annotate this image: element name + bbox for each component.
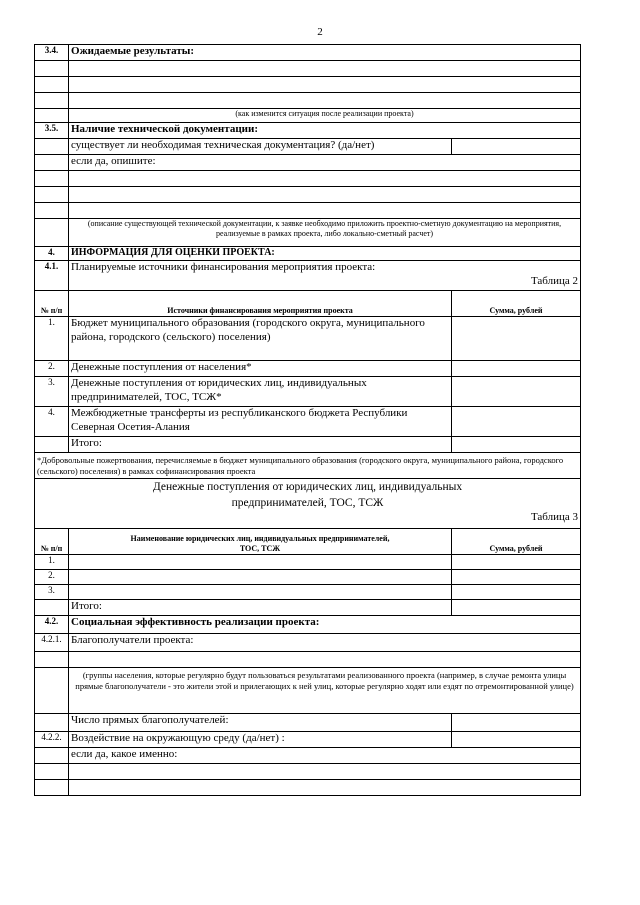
section-3-5-title: Наличие технической документации: (69, 123, 581, 139)
table-3-row-2-sum[interactable] (452, 570, 581, 585)
table-3-col-num: № п/п (35, 529, 69, 555)
answer-line[interactable] (69, 203, 581, 219)
environment-if-yes: если да, какое именно: (69, 748, 581, 764)
answer-line[interactable] (69, 61, 581, 77)
table-3-row-1-sum[interactable] (452, 555, 581, 570)
table-3-row-3-name[interactable] (69, 585, 452, 600)
answer-line[interactable] (69, 77, 581, 93)
table-2-col-num: № п/п (35, 291, 69, 317)
table-2-col-source: Источники финансирования мероприятия проекта (69, 291, 452, 317)
table-2-row-3-text: Денежные поступления от юридических лиц, индивидуальных предпринимателей, ТОС, ТСЖ* (69, 377, 452, 407)
table-3-row-1-name[interactable] (69, 555, 452, 570)
section-3-4-number: 3.4. (35, 45, 69, 61)
table-2-row-2-sum[interactable] (452, 361, 581, 377)
answer-line[interactable] (69, 187, 581, 203)
table-2-row-4-text: Межбюджетные трансферты из республиканского бюджета Республики Северная Осетия-Алания (69, 407, 452, 437)
table-2-total-label: Итого: (69, 437, 452, 453)
section-4-1-number: 4.1. (35, 261, 69, 291)
section-4-number: 4. (35, 247, 69, 261)
section-4-title: ИНФОРМАЦИЯ ДЛЯ ОЦЕНКИ ПРОЕКТА: (69, 247, 581, 261)
table-2-footnote: *Добровольные пожертвования, перечисляемые в бюджет муниципального образования (городского округа, муниципального района, городского (сельского) поселения) в рамках софинансирования проекта (35, 453, 581, 479)
documentation-answer-field[interactable] (452, 139, 581, 155)
answer-line[interactable] (69, 652, 581, 668)
section-4-2-1-number: 4.2.1. (35, 634, 69, 652)
table-3-col-sum: Сумма, рублей (452, 529, 581, 555)
table-2-row-2-text: Денежные поступления от населения* (69, 361, 452, 377)
table-2-col-sum: Сумма, рублей (452, 291, 581, 317)
documentation-question: существует ли необходимая техническая документация? (да/нет) (69, 139, 452, 155)
beneficiaries-label: Благополучатели проекта: (69, 634, 581, 652)
section-4-1-title: Планируемые источники финансирования мероприятия проекта: (71, 261, 376, 273)
table-3-heading: Денежные поступления от юридических лиц, индивидуальных предпринимателей, ТОС, ТСЖ (152, 481, 463, 509)
beneficiaries-note: (группы населения, которые регулярно будут пользоваться результатами реализованного проекта (например, в случае ремонта улицы прямые благополучатели - это жители этой и прилегающих к ней улиц, которые регулярно ходят или ездят по отремонтированной улице) (69, 668, 581, 714)
table-2-total-sum[interactable] (452, 437, 581, 453)
environment-impact-field[interactable] (452, 732, 581, 748)
table-2-row-1-num: 1. (35, 317, 69, 361)
table-2-row-4-sum[interactable] (452, 407, 581, 437)
section-3-5-note: (описание существующей технической документации, к заявке необходимо приложить проектно-сметную документацию на мероприятия, реализуемые в рамках проекта, либо локально-сметный расчет) (69, 219, 581, 247)
section-4-2-2-number: 4.2.2. (35, 732, 69, 748)
table-3-total-label: Итого: (69, 600, 452, 616)
table-2-row-1-sum[interactable] (452, 317, 581, 361)
section-4-2-title: Социальная эффективность реализации проекта: (69, 616, 581, 634)
table-3-row-3-sum[interactable] (452, 585, 581, 600)
documentation-if-yes: если да, опишите: (69, 155, 581, 171)
table-2-row-1-text: Бюджет муниципального образования (городского округа, муниципального района, городского (сельского) поселения) (69, 317, 452, 361)
table-3-row-3-num: 3. (35, 585, 69, 600)
table-2-row-3-sum[interactable] (452, 377, 581, 407)
direct-beneficiaries-field[interactable] (452, 714, 581, 732)
table-3-heading-cell (35, 479, 581, 529)
table-3-total-sum[interactable] (452, 600, 581, 616)
section-3-4-note: (как изменится ситуация после реализации проекта) (69, 109, 581, 123)
section-4-1-cell (69, 261, 581, 291)
table-3-row-1-num: 1. (35, 555, 69, 570)
table-3-row-2-name[interactable] (69, 570, 452, 585)
table-3-label: Таблица 3 (530, 511, 578, 524)
answer-line[interactable] (69, 171, 581, 187)
form-table (34, 44, 581, 796)
table-2-row-2-num: 2. (35, 361, 69, 377)
table-3-col-name: Наименование юридических лиц, индивидуальных предпринимателей, ТОС, ТСЖ (69, 529, 452, 555)
answer-line[interactable] (69, 764, 581, 780)
section-4-2-number: 4.2. (35, 616, 69, 634)
direct-beneficiaries-label: Число прямых благополучателей: (69, 714, 452, 732)
table-2-row-4-num: 4. (35, 407, 69, 437)
answer-line[interactable] (69, 780, 581, 796)
table-2-row-3-num: 3. (35, 377, 69, 407)
section-3-5-number: 3.5. (35, 123, 69, 139)
page-number: 2 (317, 26, 323, 38)
section-3-4-title: Ожидаемые результаты: (69, 45, 581, 61)
table-3-row-2-num: 2. (35, 570, 69, 585)
answer-line[interactable] (69, 93, 581, 109)
environment-impact-label: Воздействие на окружающую среду (да/нет) : (69, 732, 452, 748)
table-2-label: Таблица 2 (530, 274, 578, 287)
